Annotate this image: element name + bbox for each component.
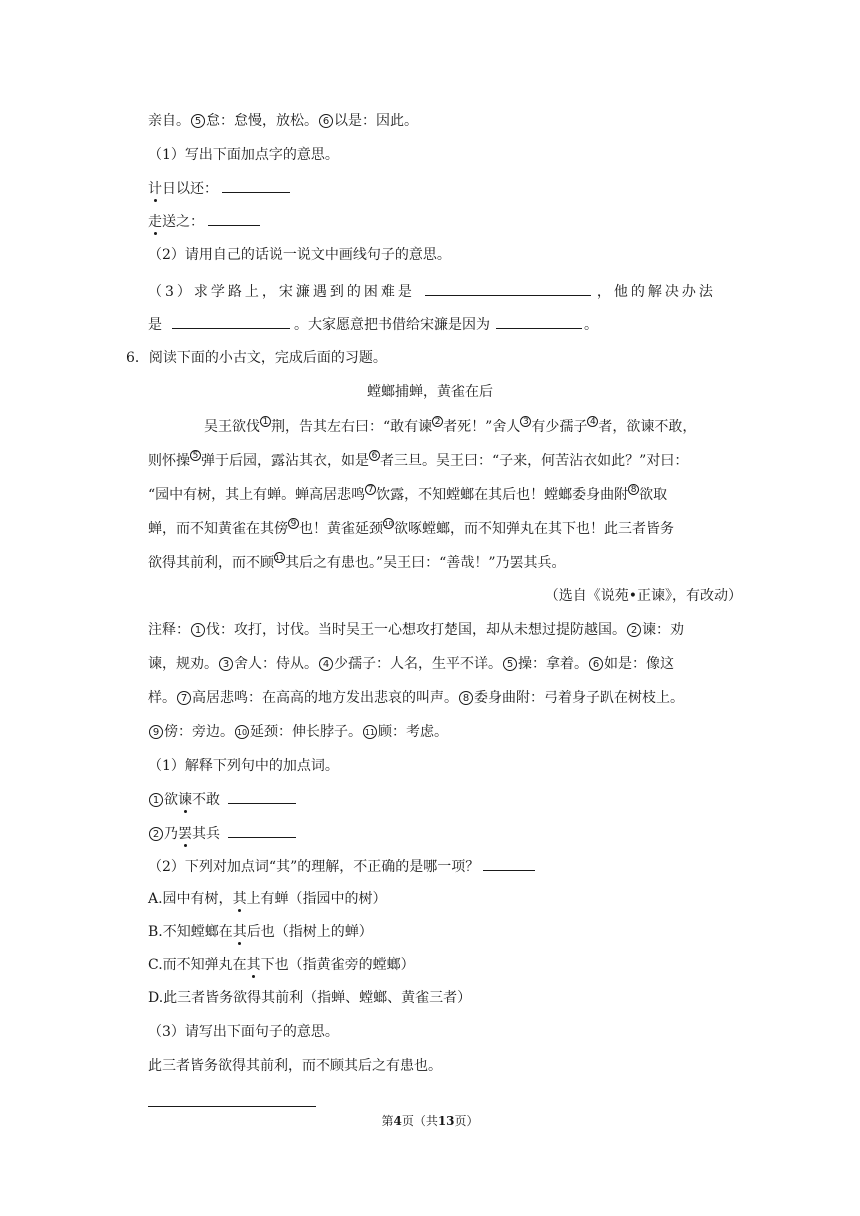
circled-number: 9 [149, 725, 163, 739]
answer-blank[interactable] [228, 823, 296, 838]
passage-title: 螳螂捕蝉，黄雀在后 [367, 384, 493, 400]
circled-number: 8 [459, 691, 473, 705]
footnote-marker: 3 [520, 416, 531, 427]
text-segment: 顾：考虑。 [378, 724, 448, 740]
text-segment: 延颈：伸长脖子。 [250, 724, 362, 740]
text-segment: 蝉，而不知黄雀在其傍 [148, 521, 288, 537]
text-segment: 荆，告其左右曰：“敢有谏 [271, 419, 433, 435]
circled-number: 10 [235, 725, 249, 739]
question-1-label: （1）写出下面加点字的意思。 [148, 147, 339, 163]
answer-blank[interactable] [172, 314, 290, 329]
text-segment: 伐：攻打，讨伐。当时吴王一心想攻打楚国，却从未想过提防越国。 [206, 622, 626, 638]
circled-number: 5 [503, 657, 517, 671]
text-segment: 注释： [148, 622, 190, 638]
footnote-marker: 1 [260, 416, 271, 427]
sub-question-1a [148, 789, 296, 810]
text-segment: 如是：像这 [604, 656, 674, 672]
text-segment: 欲取 [639, 487, 668, 503]
page-number: 4 [393, 1114, 402, 1128]
text-segment: 傍：旁边。 [164, 724, 234, 740]
circled-number: 4 [319, 657, 333, 671]
text-segment: 谏：劝 [642, 622, 684, 638]
passage-line [148, 552, 565, 573]
page-footer [0, 1112, 860, 1129]
passage-source: （选自《说苑•正谏》，有改动） [544, 588, 742, 604]
text-segment: 舍人：侍从。 [234, 656, 318, 672]
text-segment: 第 [381, 1114, 394, 1128]
sub-question-1b [148, 823, 296, 844]
text-segment: （2）下列对加点词“其”的理解，不正确的是哪一项？ [148, 859, 480, 875]
text-segment: 欲 [164, 792, 178, 808]
text-segment: 吴王欲伐 [204, 419, 260, 435]
circled-number: 7 [177, 691, 191, 705]
footnote-rule [148, 1106, 316, 1107]
text-segment: 操：拿着。 [518, 656, 588, 672]
sub-question-3-sentence: 此三者皆务欲得其前利，而不顾其后之有患也。 [148, 1058, 442, 1074]
passage-line [148, 484, 667, 505]
circled-number: 3 [219, 657, 233, 671]
annotation-line [148, 688, 684, 708]
answer-blank[interactable] [222, 178, 290, 193]
question-text: （3）求学路上，宋濂遇到的困难是 [148, 284, 415, 300]
circled-number: 2 [627, 623, 641, 637]
dotted-char: 其 [232, 924, 247, 940]
option-b[interactable] [148, 922, 373, 942]
text-segment: 委身曲附：弓着身子趴在树枝上。 [474, 690, 684, 706]
passage-line [148, 518, 674, 539]
passage-line [204, 416, 696, 437]
text-segment: 页（共 [401, 1114, 438, 1128]
note-text: 亲自。 [148, 113, 190, 129]
note-text: 怠：怠慢，放松。 [206, 113, 318, 129]
circled-number: 1 [191, 623, 205, 637]
text-segment: 谏，规劝。 [148, 656, 218, 672]
text-segment: 欲啄螳螂，而不知弹丸在其下也！此三者皆务 [394, 521, 674, 537]
text-segment: 不敢 [192, 792, 220, 808]
question-2: （2）请用自己的话说一说文中画线句子的意思。 [148, 247, 451, 263]
dotted-char: 计 [148, 181, 162, 197]
question-3-line1 [148, 281, 716, 302]
item-6 [126, 348, 387, 368]
dotted-char: 其 [246, 957, 261, 973]
question-text: 。 [584, 317, 598, 333]
text-segment: 则怀操 [148, 453, 190, 469]
footnote-marker: 7 [365, 484, 376, 495]
dotted-char: 其 [232, 891, 247, 907]
note-line [148, 111, 418, 131]
question-text: 日以还： [162, 181, 218, 197]
footnote-marker: 2 [432, 416, 443, 427]
page-total: 13 [437, 1114, 455, 1128]
sub-question-1: （1）解释下列句中的加点词。 [148, 758, 339, 774]
question-text: ，他的解决办法 [596, 284, 716, 300]
answer-blank[interactable] [496, 314, 582, 329]
passage-line [148, 450, 688, 471]
question-text: 。大家愿意把书借给宋濂是因为 [294, 317, 490, 333]
text-segment: 者，欲谏不敢， [598, 419, 697, 435]
circled-number: 6 [589, 657, 603, 671]
text-segment: 后也（指树上的蝉） [246, 924, 373, 940]
text-segment: 其兵 [192, 826, 220, 842]
text-segment: B.不知螳螂在 [148, 924, 233, 940]
dotted-char: 罢 [178, 826, 192, 842]
note-text: 以是：因此。 [334, 113, 418, 129]
circled-number: 5 [191, 114, 205, 128]
answer-blank[interactable] [228, 789, 296, 804]
annotation-line [148, 620, 684, 640]
footnote-marker: 10 [384, 520, 393, 528]
item-number: 6． [126, 350, 149, 366]
sub-question-2 [148, 856, 535, 877]
text-segment: 者死！”舍人 [443, 419, 521, 435]
text-segment: 饮露，不知螳螂在其后也！螳螂委身曲附 [376, 487, 629, 503]
text-segment: C.而不知弹丸在 [148, 957, 247, 973]
annotation-line [148, 722, 448, 742]
footnote-marker: 4 [587, 416, 598, 427]
text-segment: 页） [454, 1114, 479, 1128]
circled-number: 1 [149, 793, 163, 807]
question-text: 是 [148, 317, 162, 333]
footnote-marker: 9 [288, 518, 299, 529]
text-segment: A.园中有树， [148, 891, 233, 907]
text-segment: 上有蝉（指园中的树） [246, 891, 387, 907]
circled-number: 6 [319, 114, 333, 128]
question-text: 送之： [162, 214, 204, 230]
question-3-line2 [148, 314, 598, 335]
footnote-marker: 11 [275, 554, 284, 562]
annotation-line [148, 654, 674, 674]
answer-blank[interactable] [483, 856, 535, 871]
text-segment: “园中有树，其上有蝉。蝉高居悲鸣 [148, 487, 366, 503]
item-instruction: 阅读下面的小古文，完成后面的习题。 [148, 350, 387, 366]
text-segment: 其后之有患也。”吴王曰：“善哉！”乃罢其兵。 [285, 555, 566, 571]
dotted-char: 走 [148, 214, 162, 230]
dotted-char: 谏 [178, 792, 192, 808]
circled-number: 2 [149, 827, 163, 841]
text-segment: 下也（指黄雀旁的螳螂） [260, 957, 415, 973]
answer-blank[interactable] [208, 211, 260, 226]
answer-blank[interactable] [425, 281, 591, 296]
footnote-marker: 5 [190, 450, 201, 461]
question-1b [148, 211, 260, 232]
footnote-marker: 6 [369, 450, 380, 461]
option-d[interactable]: D.此三者皆务欲得其前利（指蝉、螳螂、黄雀三者） [148, 990, 472, 1006]
sub-question-3: （3）请写出下面句子的意思。 [148, 1024, 339, 1040]
text-segment: 高居悲鸣：在高高的地方发出悲哀的叫声。 [192, 690, 458, 706]
text-segment: 有少孺子 [531, 419, 588, 435]
text-segment: 样。 [148, 690, 176, 706]
text-segment: 乃 [164, 826, 178, 842]
footnote-marker: 8 [628, 484, 639, 495]
text-segment: 也！黄雀延颈 [299, 521, 383, 537]
text-segment: 欲得其前利，而不顾 [148, 555, 274, 571]
option-a[interactable] [148, 889, 387, 909]
text-segment: 者三旦。吴王曰：“子来，何苦沾衣如此？”对曰： [380, 453, 689, 469]
question-1a [148, 178, 290, 199]
text-segment: 少孺子：人名，生平不详。 [334, 656, 502, 672]
option-c[interactable] [148, 955, 415, 975]
circled-number: 11 [363, 725, 377, 739]
text-segment: 弹于后园，露沾其衣，如是 [201, 453, 369, 469]
